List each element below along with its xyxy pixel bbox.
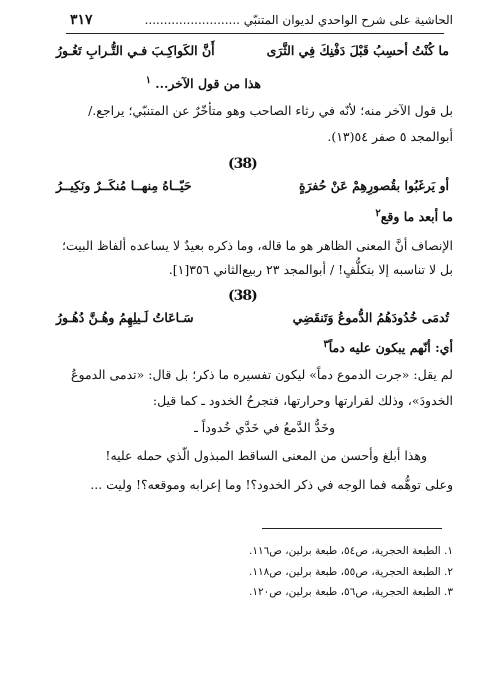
- footnote-2: ٢. الطبعة الحجرية، ص٥٥، طبعة برلين، ص١١٨.: [248, 566, 453, 578]
- para1-line2: أبوالمجد ٥ صفر ٥٤(١٣).: [327, 129, 453, 144]
- verse2-hemistich-left: حَيّــاهُ مِنهــا مُنكَــرٌ ونَكِيــرُ: [56, 178, 192, 193]
- footnote-mark-2: ٢: [375, 208, 381, 219]
- hadha-text: هذا من قول الآخر...: [150, 76, 261, 92]
- header-dots: .........................: [144, 13, 240, 27]
- footnote-mark-3: ٣: [323, 339, 329, 350]
- verse2-hemistich-right: أو يَرغَبُوا بقُصورِهِمْ عَنْ حُفرَةٍ: [298, 178, 449, 193]
- para3-line4: وعلى توهُّمه فما الوجه في ذكر الخدود؟! وما إعرابه وموقعه؟! وليت ...: [90, 477, 453, 492]
- abad-line: [375, 208, 453, 224]
- hadha-line: [146, 75, 261, 91]
- section-ornament: (38): [228, 156, 257, 172]
- para1-line1: بل قول الآخر منه؛ لأنّه في رثاء الصاحب وهو متأخّرٌ عن المتنبّي؛ يراجع./: [88, 103, 453, 118]
- para3-line1: لم يقل: «جرت الدموع دماً» ليكون تفسيره ما ذكر؛ بل قال: «تدمى الدموعُ: [71, 367, 453, 382]
- verse1-hemistich-right: ما كُنْتُ أحسِبُ قَبْلَ دَفْنِكَ فِي الثَّرَى: [266, 43, 449, 58]
- footnote-rule: [262, 528, 442, 529]
- para2-line2: بل لا تناسبه إلا بتكلُّفٍ! / أبوالمجد ٢٣ ربيع‌الثاني ٣٥٦[١].: [168, 262, 453, 277]
- ay-text: أي: أنّهم يبكون عليه دماً: [328, 340, 453, 356]
- para3-line2: الخدودَ»، وذلك لقرارتها وحرارتها، فتجرحُ الخدود ـ كما قيل:: [152, 393, 453, 408]
- verse3-hemistich-left: سَـاعَاتُ لَـيلِهِمُ وهُـنَّ دُهُـورُ: [56, 310, 194, 325]
- section-ornament: (38): [228, 288, 257, 304]
- page-number: ٣١٧: [70, 12, 93, 28]
- footnote-1: ١. الطبعة الحجرية، ص٥٤، طبعة برلين، ص١١٦.: [248, 545, 453, 557]
- footnote-mark-1: ١: [145, 75, 151, 86]
- para3-line3: وهذا أبلغ وأحسن من المعنى الساقط المبذول الّذي حمله عليه!: [105, 448, 427, 463]
- ay-line: [323, 339, 453, 355]
- header-rule: [66, 33, 444, 34]
- verse1-hemistich-left: أَنَّ الكَواكِـبَ فـي التُّـرابِ تَغُـورُ: [56, 43, 215, 58]
- verse3-hemistich-right: تُدمَى خُدُودَهُمُ الدُّموعُ وَتَنقَضِي: [292, 310, 449, 325]
- footnote-3: ٣. الطبعة الحجرية، ص٥٦، طبعة برلين، ص١٢٠.: [248, 586, 453, 598]
- para2-line1: الإنصاف أنَّ المعنى الظاهر هو ما قاله، وما ذكره بعيدٌ لا يساعده ألفاظ البيت؛: [62, 238, 453, 253]
- para3-quote: وخَدُّ الدَّمعُ في خَدَّي خُدوداً ـ: [194, 420, 335, 435]
- abad-text: ما أبعد ما وقع: [380, 209, 453, 225]
- running-header: [145, 13, 453, 27]
- header-title: الحاشية على شرح الواحدي لديوان المتنبّي: [243, 13, 453, 27]
